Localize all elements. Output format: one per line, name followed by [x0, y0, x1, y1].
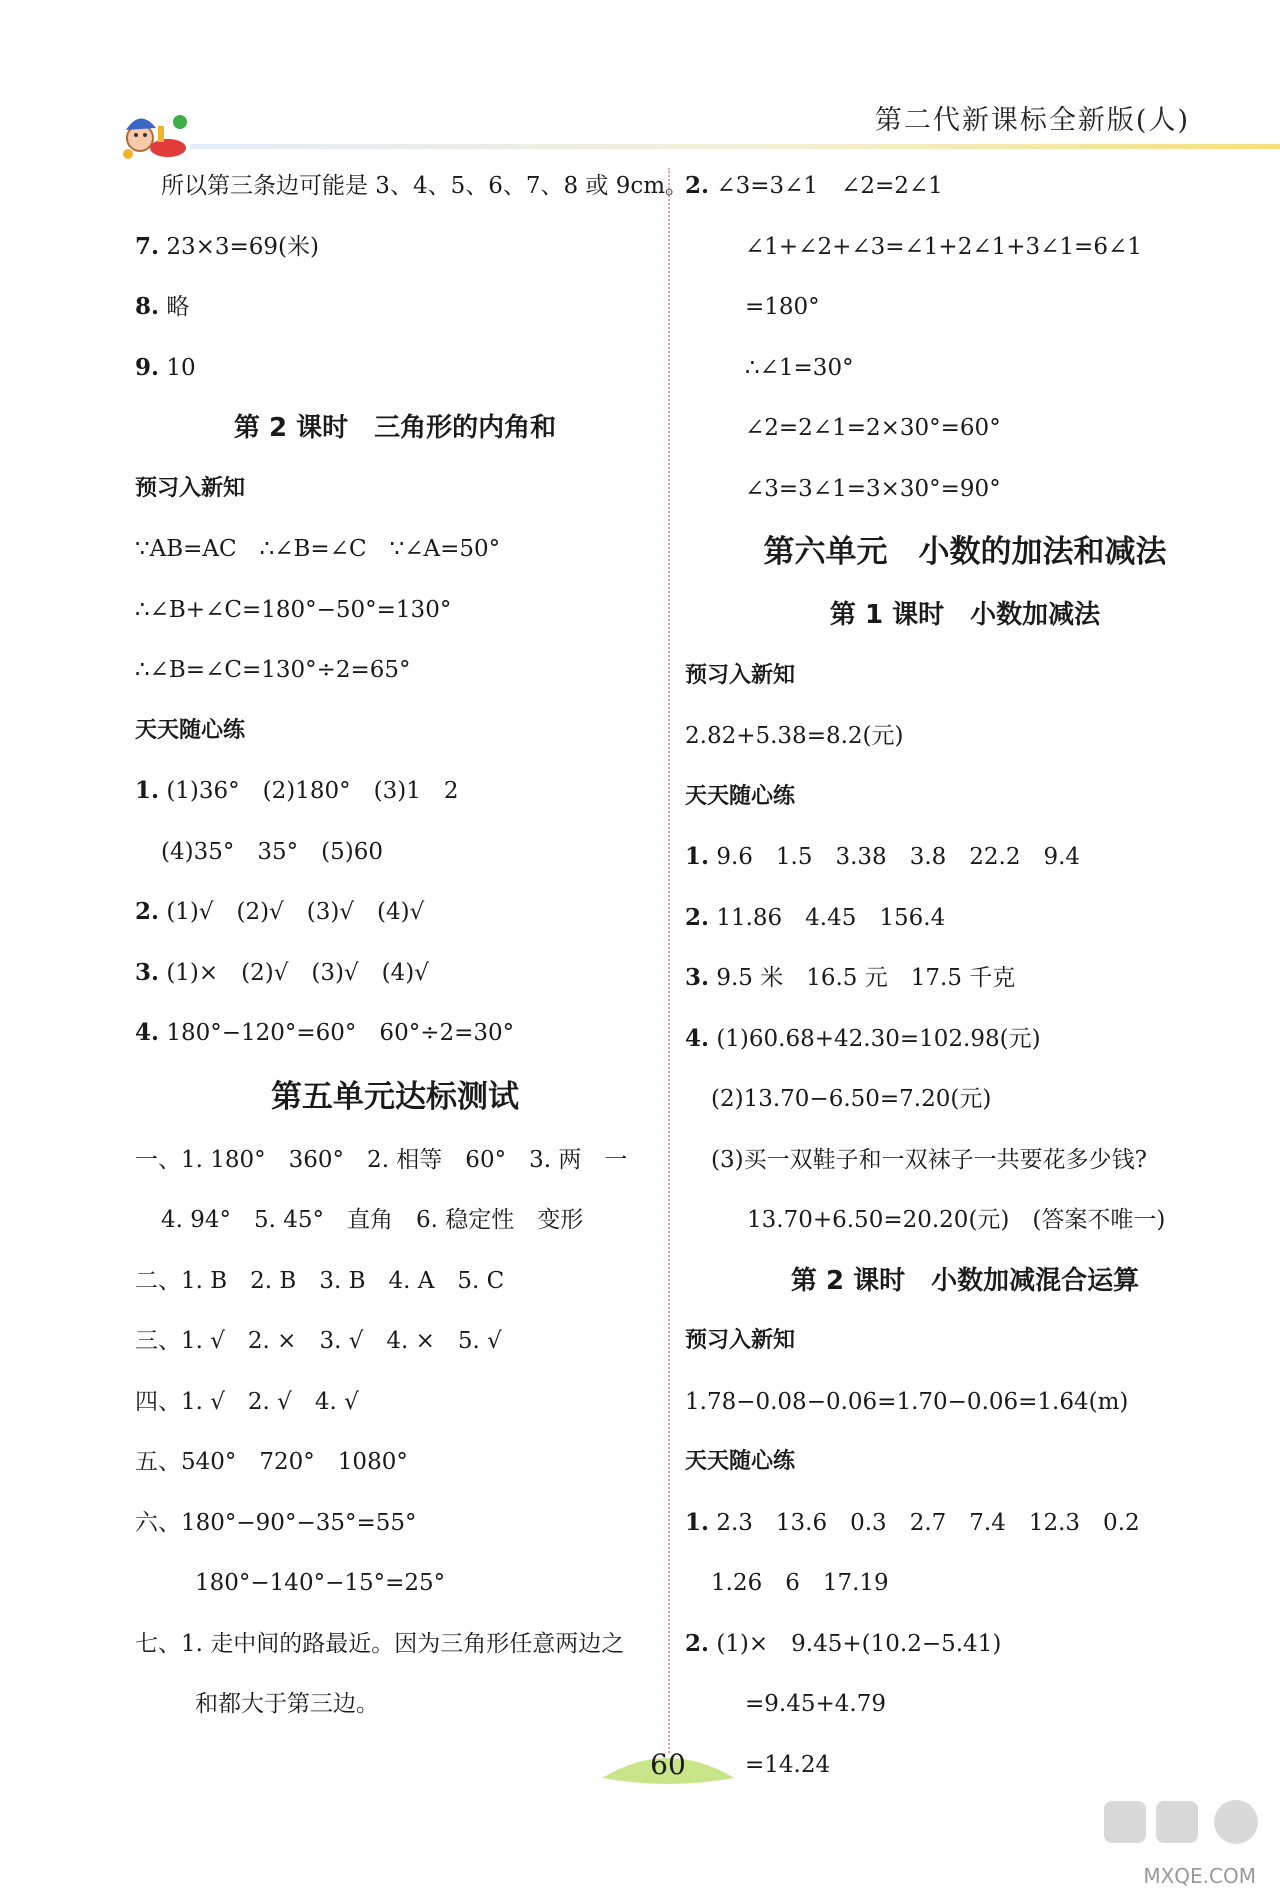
item-number: 4.	[685, 1024, 710, 1052]
answer-item	[685, 948, 1245, 1009]
lesson-heading: 第 2 课时 小数加减混合运算	[790, 1265, 1140, 1296]
item-number: 2.	[685, 172, 710, 199]
answer-item	[685, 1493, 1245, 1554]
item-text: 11.86 4.45 156.4	[709, 904, 946, 931]
page-number: 60	[650, 1748, 686, 1781]
item-text: 略	[159, 294, 190, 320]
item-number: 1.	[685, 1508, 710, 1536]
header-title: 第二代新课标全新版(人)	[874, 105, 1190, 136]
item-text: ∠3=3∠1 ∠2=2∠1	[709, 173, 943, 199]
section-subheading: 预习入新知	[685, 1328, 796, 1353]
item-text: 23×3=69(米)	[159, 233, 319, 260]
section-subheading: 预习入新知	[685, 662, 796, 688]
header-rule	[190, 144, 1280, 149]
lesson-heading: 第 2 课时 三角形的内角和	[233, 413, 557, 443]
watermark-site: MXQE.COM	[1143, 1864, 1256, 1888]
answer-item	[135, 1003, 655, 1064]
unit-heading: 第六单元 小数的加法和减法	[763, 534, 1167, 570]
answer-line: ∠1+∠2+∠3=∠1+2∠1+3∠1=6∠1	[745, 233, 1142, 260]
answer-item	[135, 761, 655, 822]
answer-line: ∠2=2∠1=2×30°=60°	[745, 415, 1001, 441]
item-number: 3.	[685, 964, 710, 991]
answer-line: 13.70+6.50=20.20(元) (答案不唯一)	[747, 1207, 1166, 1233]
item-text: 9.6 1.5 3.38 3.8 22.2 9.4	[709, 844, 1081, 870]
answer-line: 和都大于第三边。	[195, 1691, 379, 1717]
item-number: 4.	[135, 1019, 160, 1046]
left-column	[135, 156, 689, 1735]
item-number: 2.	[135, 898, 160, 925]
answer-line: 1.26 6 17.19	[711, 1570, 889, 1596]
answer-line: 七、1. 走中间的路最近。因为三角形任意两边之	[135, 1630, 625, 1657]
answer-item	[135, 338, 655, 399]
answer-line: ∵AB=AC ∴∠B=∠C ∵∠A=50°	[135, 536, 501, 562]
answer-item	[135, 277, 655, 338]
item-text: 2.3 13.6 0.3 2.7 7.4 12.3 0.2	[709, 1509, 1140, 1536]
answer-line: 所以第三条边可能是 3、4、5、6、7、8 或 9cm。	[161, 173, 689, 199]
item-number: 3.	[135, 958, 160, 986]
column-divider	[668, 168, 670, 1753]
item-number: 8.	[135, 293, 160, 320]
item-number: 9.	[135, 353, 160, 381]
item-text: 10	[159, 354, 196, 381]
answer-line: 1.78−0.08−0.06=1.70−0.06=1.64(m)	[685, 1388, 1129, 1415]
answer-line: =14.24	[745, 1751, 831, 1778]
answer-line: 4. 94° 5. 45° 直角 6. 稳定性 变形	[161, 1207, 584, 1233]
lesson-heading: 第 1 课时 小数加减法	[829, 600, 1101, 630]
page-number-badge	[600, 1744, 736, 1786]
answer-line: (3)买一双鞋子和一双袜子一共要花多少钱?	[711, 1146, 1147, 1173]
answer-line: =9.45+4.79	[745, 1691, 886, 1717]
answer-item	[685, 1614, 1245, 1675]
item-text: 9.5 米 16.5 元 17.5 千克	[709, 965, 1016, 991]
answer-line: ∠3=3∠1=3×30°=90°	[745, 475, 1001, 502]
item-text: (1)60.68+42.30=102.98(元)	[709, 1025, 1041, 1052]
answer-line: 五、540° 720° 1080°	[135, 1449, 408, 1475]
answer-line: =180°	[745, 294, 820, 320]
section-subheading: 天天随心练	[685, 783, 796, 809]
section-subheading: 预习入新知	[135, 475, 246, 501]
item-text: 180°−120°=60° 60°÷2=30°	[159, 1020, 515, 1046]
item-number: 1.	[135, 777, 160, 804]
watermark-logo-icon	[1096, 1795, 1266, 1895]
answer-item	[685, 888, 1245, 949]
page-header	[0, 0, 1280, 170]
answer-item	[685, 1009, 1245, 1070]
answer-item	[685, 156, 1245, 217]
answer-line: (2)13.70−6.50=7.20(元)	[711, 1086, 992, 1112]
item-number: 7.	[135, 232, 160, 260]
answer-item	[135, 882, 655, 943]
section-subheading: 天天随心练	[135, 717, 246, 743]
answer-line: (4)35° 35° (5)60	[161, 838, 383, 865]
answer-line: 二、1. B 2. B 3. B 4. A 5. C	[135, 1267, 505, 1294]
answer-line: 六、180°−90°−35°=55°	[135, 1509, 417, 1536]
unit-heading: 第五单元达标测试	[271, 1078, 519, 1115]
item-text: (1)× (2)√ (3)√ (4)√	[159, 959, 429, 986]
right-column	[685, 156, 1245, 1795]
answer-line: 四、1. √ 2. √ 4. √	[135, 1388, 359, 1415]
answer-line: 一、1. 180° 360° 2. 相等 60° 3. 两 一	[135, 1146, 628, 1173]
answer-line: ∴∠B+∠C=180°−50°=130°	[135, 596, 452, 623]
answer-item	[135, 217, 655, 278]
item-text: (1)× 9.45+(10.2−5.41)	[709, 1630, 1002, 1657]
section-subheading: 天天随心练	[685, 1449, 796, 1474]
answer-line: 三、1. √ 2. × 3. √ 4. × 5. √	[135, 1328, 502, 1354]
answer-line: ∴∠1=30°	[745, 354, 854, 381]
item-text: (1)36° (2)180° (3)1 2	[159, 778, 459, 804]
item-number: 1.	[685, 843, 710, 870]
item-text: (1)√ (2)√ (3)√ (4)√	[159, 899, 425, 925]
answer-item	[685, 827, 1245, 888]
answer-line: 180°−140°−15°=25°	[195, 1570, 446, 1596]
answer-line: 2.82+5.38=8.2(元)	[685, 723, 904, 749]
item-number: 2.	[685, 1629, 710, 1657]
answer-line: ∴∠B=∠C=130°÷2=65°	[135, 657, 411, 683]
item-number: 2.	[685, 903, 710, 931]
answer-item	[135, 943, 655, 1004]
